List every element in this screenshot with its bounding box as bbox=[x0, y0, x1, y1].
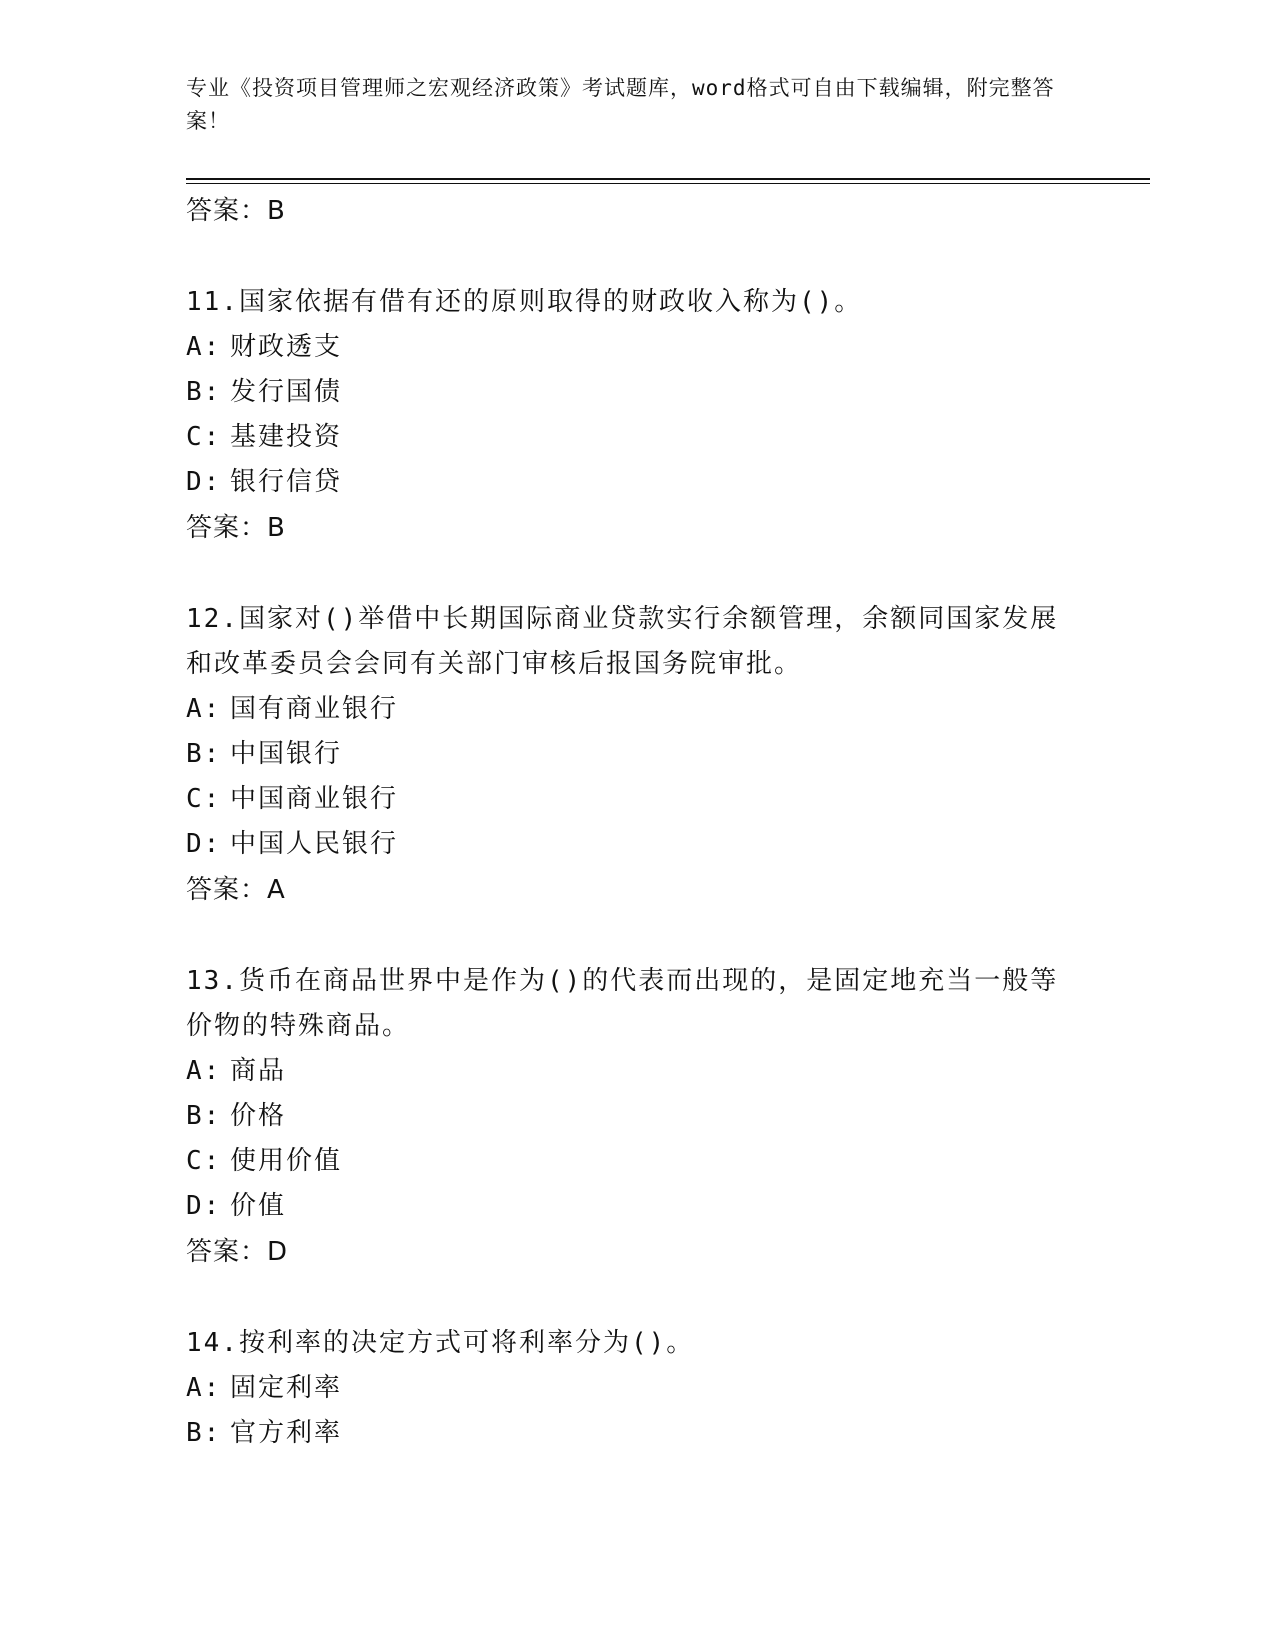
option-c bbox=[186, 1139, 1076, 1184]
answer-line: 答案：B bbox=[186, 196, 286, 226]
option-letter: C: bbox=[186, 784, 222, 814]
option-text: 价值 bbox=[230, 1191, 287, 1221]
option-letter: A: bbox=[186, 1373, 222, 1403]
option-c bbox=[186, 777, 1076, 822]
question-text: 13.货币在商品世界中是作为()的代表而出现的，是固定地充当一般等价物的特殊商品。 bbox=[186, 966, 1059, 1041]
question-list bbox=[186, 188, 1076, 1456]
option-d bbox=[186, 822, 1076, 867]
question-block bbox=[186, 1321, 1076, 1456]
option-text: 固定利率 bbox=[230, 1373, 343, 1403]
option-d bbox=[186, 1184, 1076, 1229]
question-text: 12.国家对()举借中长期国际商业贷款实行余额管理，余额同国家发展和改革委员会会同有关部门审核后报国务院审批。 bbox=[186, 604, 1059, 679]
option-letter: D: bbox=[186, 1191, 222, 1221]
option-b bbox=[186, 732, 1076, 777]
header-divider bbox=[186, 178, 1150, 184]
option-letter: B: bbox=[186, 739, 222, 769]
page-header-text: 专业《投资项目管理师之宏观经济政策》考试题库，word格式可自由下载编辑，附完整答案！ bbox=[186, 76, 1055, 133]
option-letter: B: bbox=[186, 1101, 222, 1131]
question-text: 11.国家依据有借有还的原则取得的财政收入称为()。 bbox=[186, 287, 863, 317]
question-block bbox=[186, 959, 1076, 1275]
answer-line: 答案：D bbox=[186, 1237, 289, 1267]
option-text: 银行信贷 bbox=[230, 467, 343, 497]
answer-line: 答案：A bbox=[186, 875, 286, 905]
option-text: 国有商业银行 bbox=[230, 694, 399, 724]
option-letter: D: bbox=[186, 467, 222, 497]
option-text: 中国商业银行 bbox=[230, 784, 399, 814]
option-letter: C: bbox=[186, 422, 222, 452]
option-a bbox=[186, 687, 1076, 732]
option-text: 财政透支 bbox=[230, 332, 343, 362]
option-text: 商品 bbox=[230, 1056, 287, 1086]
option-text: 基建投资 bbox=[230, 422, 343, 452]
option-b bbox=[186, 1411, 1076, 1456]
option-letter: B: bbox=[186, 1418, 222, 1448]
option-letter: C: bbox=[186, 1146, 222, 1176]
option-c bbox=[186, 415, 1076, 460]
answer-line: 答案：B bbox=[186, 513, 286, 543]
question-block bbox=[186, 597, 1076, 913]
option-letter: A: bbox=[186, 332, 222, 362]
option-a bbox=[186, 1049, 1076, 1094]
option-letter: A: bbox=[186, 694, 222, 724]
option-b bbox=[186, 1094, 1076, 1139]
option-text: 官方利率 bbox=[230, 1418, 343, 1448]
option-b bbox=[186, 370, 1076, 415]
question-block bbox=[186, 280, 1076, 551]
option-a bbox=[186, 1366, 1076, 1411]
question-text: 14.按利率的决定方式可将利率分为()。 bbox=[186, 1328, 695, 1358]
option-letter: B: bbox=[186, 377, 222, 407]
option-d bbox=[186, 460, 1076, 505]
option-text: 中国银行 bbox=[230, 739, 343, 769]
option-letter: A: bbox=[186, 1056, 222, 1086]
option-text: 价格 bbox=[230, 1101, 287, 1131]
option-text: 中国人民银行 bbox=[230, 829, 399, 859]
option-text: 使用价值 bbox=[230, 1146, 343, 1176]
option-text: 发行国债 bbox=[230, 377, 343, 407]
option-a bbox=[186, 325, 1076, 370]
option-letter: D: bbox=[186, 829, 222, 859]
